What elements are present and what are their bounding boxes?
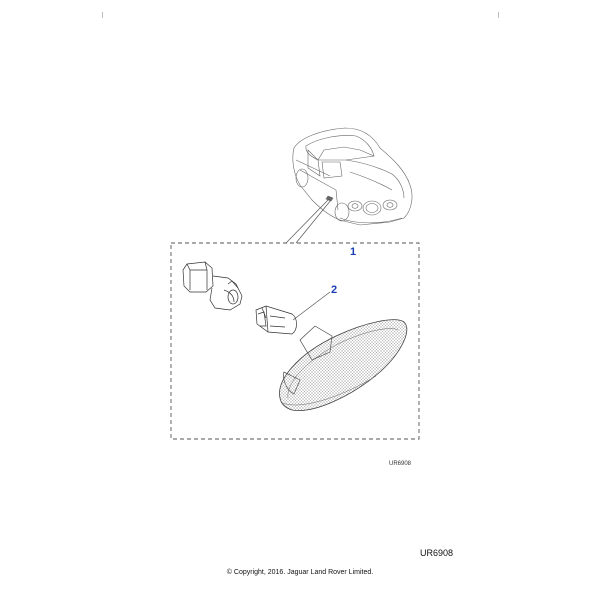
side-repeater-lamp-icon <box>280 320 407 411</box>
page-ref-code: UR6908 <box>420 548 454 558</box>
callout-2: 2 <box>331 284 338 296</box>
car-icon <box>293 128 412 225</box>
callout-2-leader <box>293 292 330 320</box>
callout-1: 1 <box>350 246 357 258</box>
bulb-icon <box>256 306 297 334</box>
illustration-ref: UR6908 <box>389 461 412 467</box>
bulb-holder-icon <box>183 262 242 310</box>
leader-lines <box>286 199 331 243</box>
copyright-notice: © Copyright, 2016. Jaguar Land Rover Limited. <box>226 569 374 576</box>
